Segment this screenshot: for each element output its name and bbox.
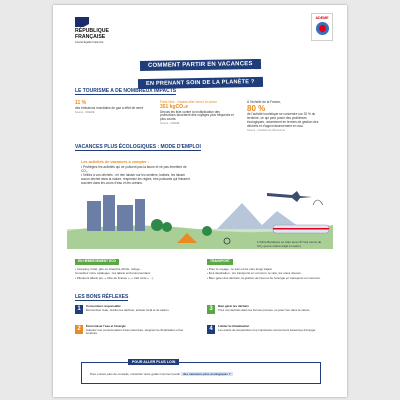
- reflex-item: [75, 325, 193, 336]
- section-heading-impacts: LE TOURISME A DE NOMBREUX IMPACTS: [75, 88, 177, 94]
- stat-intro: À l'échelle de la France,: [247, 100, 281, 104]
- stat-text: de l'activité touristique se concentre sur 20 % du territoire, ce qui peut poser des problèmes écologiques, notamment en termes de gestion des déchets et d'approvisionnement en eau.: [247, 112, 319, 129]
- activities-callout: [81, 160, 191, 185]
- reflex-item: [207, 305, 325, 312]
- stat-block: [247, 101, 323, 133]
- further-reading-tag: POUR ALLER PLUS LOIN: [128, 359, 179, 365]
- further-reading-box: [81, 362, 321, 384]
- bird-icon: [313, 200, 323, 205]
- republic-motto: Liberté Égalité Fraternité: [75, 41, 104, 45]
- title-line-2: EN PRENANT SOIN DE LA PLANÈTE ?: [138, 77, 263, 89]
- infographic-page: [53, 5, 347, 397]
- lodging-tag: EN HÉBERGEMENT ÉCO: [75, 259, 119, 265]
- reflex-number: 3: [207, 305, 215, 314]
- transport-line: • Bien gérer des déchets, la gestion de l'eau et de l'énergie en transports en commun.: [207, 276, 321, 281]
- callout-title: Les activités de vacances à compter :: [81, 160, 149, 164]
- reflex-number: 1: [75, 305, 83, 314]
- ademe-logo: [311, 13, 333, 41]
- city-buildings-icon: [87, 195, 145, 231]
- callout-line: • Privilégiez les activités qui ne polluent pas la faune et ne pas émettent de CO₂.: [81, 165, 187, 173]
- transport-tag: TRANSPORT: [207, 259, 233, 265]
- reflex-item: [75, 305, 193, 312]
- reflex-item: [207, 325, 325, 332]
- marianne-icon: [75, 17, 89, 27]
- stat-value: 11 %: [75, 100, 87, 106]
- section-heading-reflexes: LES BONS RÉFLEXES: [75, 294, 129, 300]
- ademe-emblem-icon: [316, 22, 329, 35]
- title-line-1: COMMENT PARTIR EN VACANCES: [140, 59, 261, 71]
- reflex-text: Les écarts de température trop importants consomment beaucoup d'énergie.: [218, 327, 317, 332]
- stat-text: des émissions mondiales de gaz à effet de serre: [75, 105, 144, 110]
- stat-value: 80 %: [247, 103, 266, 113]
- stat-block: [160, 101, 236, 126]
- reflex-text: Économiser l'eau, réduire les déchets, acheter local et de saison.: [86, 307, 170, 312]
- transport-column: [207, 259, 325, 281]
- republique-francaise-logo: [75, 17, 121, 44]
- section-heading-eco: VACANCES PLUS ÉCOLOGIQUES : MODE D'EMPLOI: [75, 144, 201, 150]
- reflex-title: Économiser l'eau et l'énergie: [86, 324, 126, 328]
- train-icon: [273, 225, 329, 233]
- page-title: [53, 53, 347, 89]
- stat-source: Source : ADEME: [75, 110, 95, 114]
- reflex-title: Limiter la climatisation: [218, 324, 250, 328]
- stat-intro: Paris-Nice - Nantes aller-retour en avion: [160, 100, 217, 104]
- republic-name: RÉPUBLIQUE FRANÇAISE: [75, 28, 110, 40]
- lodging-line: Consultez notre catalogue : les labels environnementaux: [75, 271, 151, 276]
- stat-block: [75, 101, 151, 114]
- lodging-line: • Plusieurs labels (ex. « Gîte de France », « Clef verte » ...): [75, 276, 154, 281]
- reflex-title: Consommer responsable: [86, 304, 121, 308]
- agency-name: ADEME: [315, 16, 329, 20]
- guide-link[interactable]: des vacances plus écologiques ?: [183, 372, 231, 376]
- callout-line: • Veillez à vos déchets : ne rien laisser sur les sentiers, balisés, les laisser aucun déchet dans la nature, respectez les règles, très polluants qui finissent souvent dans les cours d'eau et les océans.: [81, 173, 190, 185]
- stat-source: Source : ADEME: [160, 122, 180, 126]
- transport-line: • Et à destination : les transports en commun, le vélo, les voies douces.: [207, 271, 302, 276]
- reflex-number: 2: [75, 325, 83, 334]
- reflex-text: Triez vos déchets dans les bornes prévues, ne jetez rien dans la nature.: [218, 307, 311, 312]
- reflex-text: Adoptez une consommation d'eau raisonnée, éteignez la climatisation et les lumières.: [86, 327, 184, 335]
- train-vs-plane-note: 1 Paris-Bordeaux en train émet 37 fois moins de CO₂ que le même trajet en avion.: [257, 240, 322, 248]
- airplane-icon: [267, 191, 312, 202]
- further-reading-sentence: Pour encore plus de conseils, consultez notre guide Comment partir: [90, 372, 181, 376]
- lodging-line: • Camping, hôtel, gîte ou chambre d'hôte, refuge...: [75, 266, 142, 271]
- stat-text: Depuis les liste contre la multiplication des promotions favorisent des voyages plus fréquents et plus courts.: [160, 109, 234, 122]
- stat-source: Source : ministère de l'Économie: [247, 129, 285, 133]
- lodging-column: [75, 259, 193, 281]
- further-reading-text: [90, 372, 233, 376]
- reflex-title: Bien gérer les déchets: [218, 304, 249, 308]
- reflexes-list: [75, 305, 327, 357]
- transport-line: • Pour le voyage : le train et les cars longs trajets: [207, 266, 272, 271]
- reflex-number: 4: [207, 325, 215, 334]
- stat-value: 351 kgCO₂e: [160, 103, 189, 110]
